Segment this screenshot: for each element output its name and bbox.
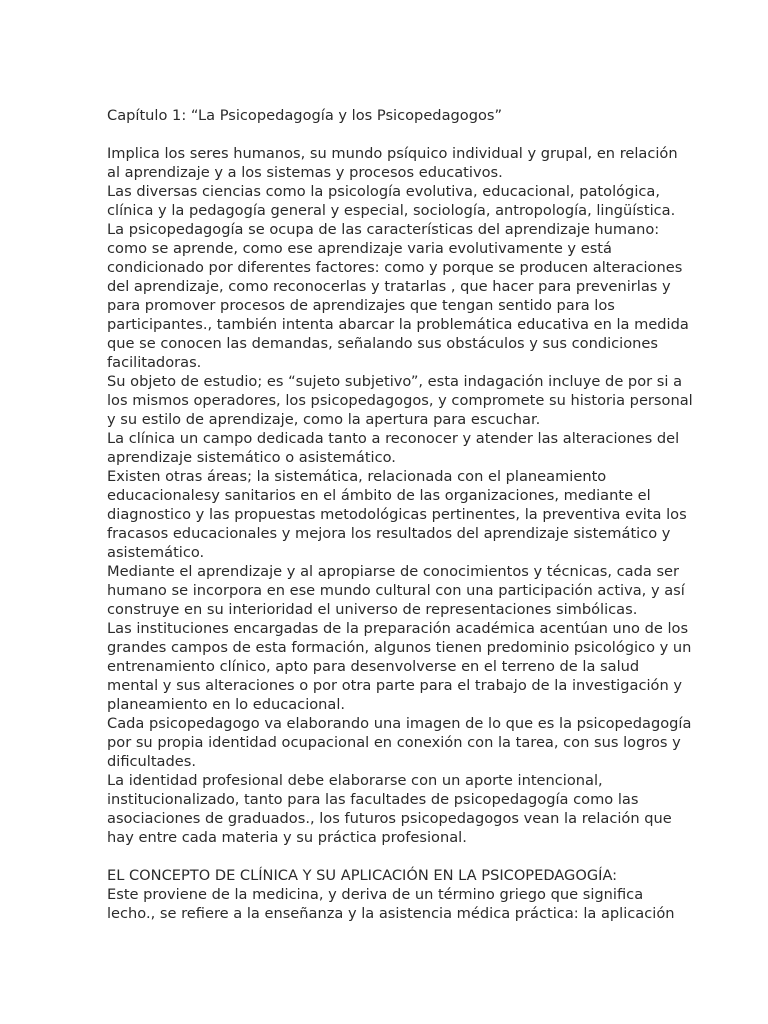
text-line: Las instituciones encargadas de la preparación académica acentúan uno de los: [107, 620, 689, 637]
text-line: diagnostico y las propuestas metodológicas pertinentes, la preventiva evita los: [107, 506, 687, 523]
text-line: La clínica un campo dedicada tanto a reconocer y atender las alteraciones del: [107, 430, 680, 447]
text-line: que se conocen las demandas, señalando sus obstáculos y sus condiciones: [107, 335, 658, 352]
text-line: por su propia identidad ocupacional en conexión con la tarea, con sus logros y: [107, 734, 681, 751]
blank-line: [107, 847, 667, 866]
text-line: Su objeto de estudio; es “sujeto subjetivo”, esta indagación incluye de por si a: [107, 373, 683, 390]
text-line: La identidad profesional debe elaborarse con un aporte intencional,: [107, 772, 603, 789]
text-line: para promover procesos de aprendizajes que tengan sentido para los: [107, 297, 615, 314]
text-line: los mismos operadores, los psicopedagogos, y compromete su historia personal: [107, 392, 693, 409]
text-line: hay entre cada materia y su práctica profesional.: [107, 829, 467, 846]
document-body: [107, 106, 693, 923]
text-line: y su estilo de aprendizaje, como la apertura para escuchar.: [107, 411, 541, 428]
text-line: aprendizaje sistemático o asistemático.: [107, 449, 396, 466]
text-line: dificultades.: [107, 753, 196, 770]
main-text: [107, 144, 693, 847]
text-line: facilitadoras.: [107, 354, 202, 371]
text-line: lecho., se refiere a la enseñanza y la asistencia médica práctica: la aplicación: [107, 905, 675, 922]
text-line: del aprendizaje, como reconocerlas y tratarlas , que hacer para prevenirlas y: [107, 278, 671, 295]
text-line: asistemático.: [107, 544, 205, 561]
text-line: Existen otras áreas; la sistemática, relacionada con el planeamiento: [107, 468, 607, 485]
text-line: clínica y la pedagogía general y especial, sociología, antropología, lingüística.: [107, 202, 676, 219]
text-line: participantes., también intenta abarcar la problemática educativa en la medida: [107, 316, 689, 333]
text-line: al aprendizaje y a los sistemas y procesos educativos.: [107, 164, 503, 181]
text-line: como se aprende, como ese aprendizaje varia evolutivamente y está: [107, 240, 612, 257]
text-line: condicionado por diferentes factores: como y porque se producen alteraciones: [107, 259, 683, 276]
text-line: grandes campos de esta formación, algunos tienen predominio psicológico y un: [107, 639, 692, 656]
text-line: Cada psicopedagogo va elaborando una imagen de lo que es la psicopedagogía: [107, 715, 692, 732]
text-line: mental y sus alteraciones o por otra parte para el trabajo de la investigación y: [107, 677, 682, 694]
text-line: Implica los seres humanos, su mundo psíquico individual y grupal, en relación: [107, 145, 678, 162]
text-line: entrenamiento clínico, apto para desenvolverse en el terreno de la salud: [107, 658, 640, 675]
text-line: fracasos educacionales y mejora los resultados del aprendizaje sistemático y: [107, 525, 671, 542]
text-line: Mediante el aprendizaje y al apropiarse de conocimientos y técnicas, cada ser: [107, 563, 680, 580]
section-heading: EL CONCEPTO DE CLÍNICA Y SU APLICACIÓN EN LA PSICOPEDAGOGÍA:: [107, 867, 618, 884]
text-line: construye en su interioridad el universo de representaciones simbólicas.: [107, 601, 638, 618]
blank-line: [107, 125, 667, 144]
text-line: educacionalesy sanitarios en el ámbito de las organizaciones, mediante el: [107, 487, 651, 504]
text-line: asociaciones de graduados., los futuros psicopedagogos vean la relación que: [107, 810, 672, 827]
text-line: Este proviene de la medicina, y deriva de un término griego que significa: [107, 886, 644, 903]
text-line: humano se incorpora en ese mundo cultural con una participación activa, y así: [107, 582, 685, 599]
text-line: Las diversas ciencias como la psicología evolutiva, educacional, patológica,: [107, 183, 660, 200]
text-line: institucionalizado, tanto para las facultades de psicopedagogía como las: [107, 791, 639, 808]
text-line: La psicopedagogía se ocupa de las características del aprendizaje humano:: [107, 221, 660, 238]
chapter-title: Capítulo 1: “La Psicopedagogía y los Psicopedagogos”: [107, 107, 503, 124]
text-line: planeamiento en lo educacional.: [107, 696, 346, 713]
